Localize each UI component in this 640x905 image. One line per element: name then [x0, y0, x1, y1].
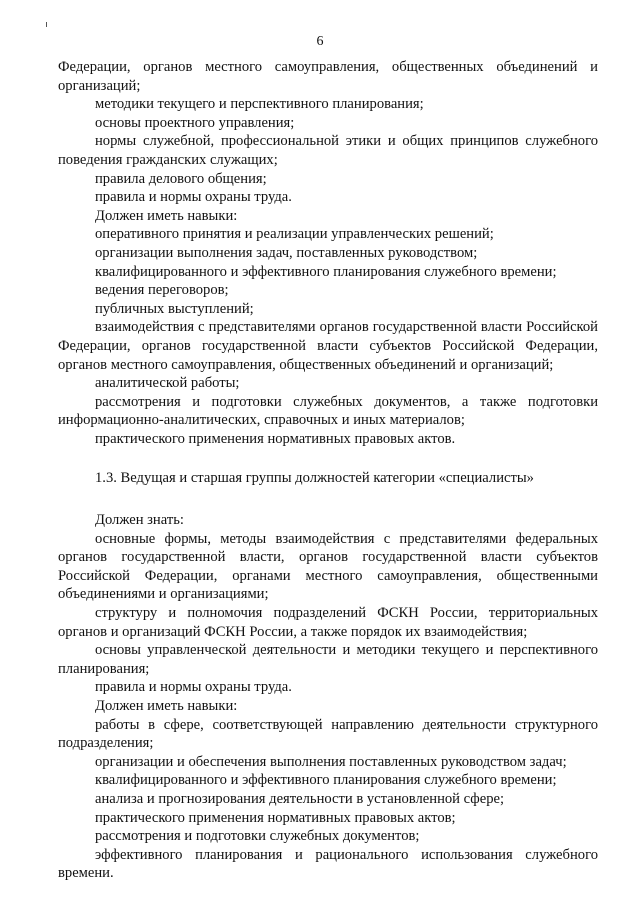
list-item: нормы служебной, профессиональной этики и общих принципов служебного поведения гражданских служащих;: [58, 133, 598, 168]
subheading-skills: Должен иметь навыки:: [95, 207, 238, 224]
page-number: 6: [316, 34, 324, 49]
list-item: работы в сфере, соответствующей направлению деятельности структурного подразделения;: [58, 716, 598, 752]
list-item: организации выполнения задач, поставленных руководством;: [95, 244, 478, 261]
subheading-skills: Должен иметь навыки:: [95, 698, 238, 714]
list-item: рассмотрения и подготовки служебных документов, а также подготовки информационно-аналитических, справочных и иных материалов;: [58, 393, 598, 429]
list-item: взаимодействия с представителями органов государственной власти Российской Федерации, органов государственной власти субъектов Российской Федерации, органов местного самоуправления, общественных объединений и организаций;: [58, 319, 598, 373]
list-item: квалифицированного и эффективного планирования служебного времени;: [95, 772, 557, 789]
subheading-knowledge: Должен знать:: [95, 512, 184, 529]
document-body: [58, 58, 598, 883]
list-item: организации и обеспечения выполнения поставленных руководством задач;: [95, 753, 567, 770]
list-item: основы управленческой деятельности и методики текущего и перспективного планирования;: [58, 642, 598, 677]
list-item: квалифицированного и эффективного планирования служебного времени;: [95, 263, 557, 280]
list-item: публичных выступлений;: [95, 300, 254, 317]
list-item: основные формы, методы взаимодействия с представителями федеральных органов государственной власти, органов государственной власти субъектов Российской Федерации, органами местного самоуправления, общественными объединениями и организациями;: [58, 530, 598, 603]
list-item: структуру и полномочия подразделений ФСКН России, территориальных органов и организаций ФСКН России, а также порядок их взаимодействия;: [58, 605, 598, 640]
list-item: рассмотрения и подготовки служебных документов;: [95, 828, 420, 845]
list-item: правила делового общения;: [95, 170, 267, 187]
list-item: оперативного принятия и реализации управленческих решений;: [95, 226, 494, 243]
list-item: правила и нормы охраны труда.: [95, 679, 292, 696]
list-item: практического применения нормативных правовых актов.: [95, 430, 456, 447]
list-item: аналитической работы;: [95, 375, 240, 392]
paragraph: Федерации, органов местного самоуправления, общественных объединений и организаций;: [58, 59, 598, 94]
list-item: анализа и прогнозирования деятельности в установленной сфере;: [95, 790, 505, 807]
list-item: методики текущего и перспективного планирования;: [95, 96, 424, 113]
list-item: ведения переговоров;: [95, 282, 229, 299]
list-item: практического применения нормативных правовых актов;: [95, 809, 456, 826]
scan-mark: [46, 22, 47, 27]
list-item: эффективного планирования и рационального использования служебного времени.: [58, 846, 598, 882]
list-item: правила и нормы охраны труда.: [95, 189, 292, 206]
section-heading: 1.3. Ведущая и старшая группы должностей категории «специалисты»: [95, 470, 534, 487]
list-item: основы проектного управления;: [95, 114, 295, 131]
